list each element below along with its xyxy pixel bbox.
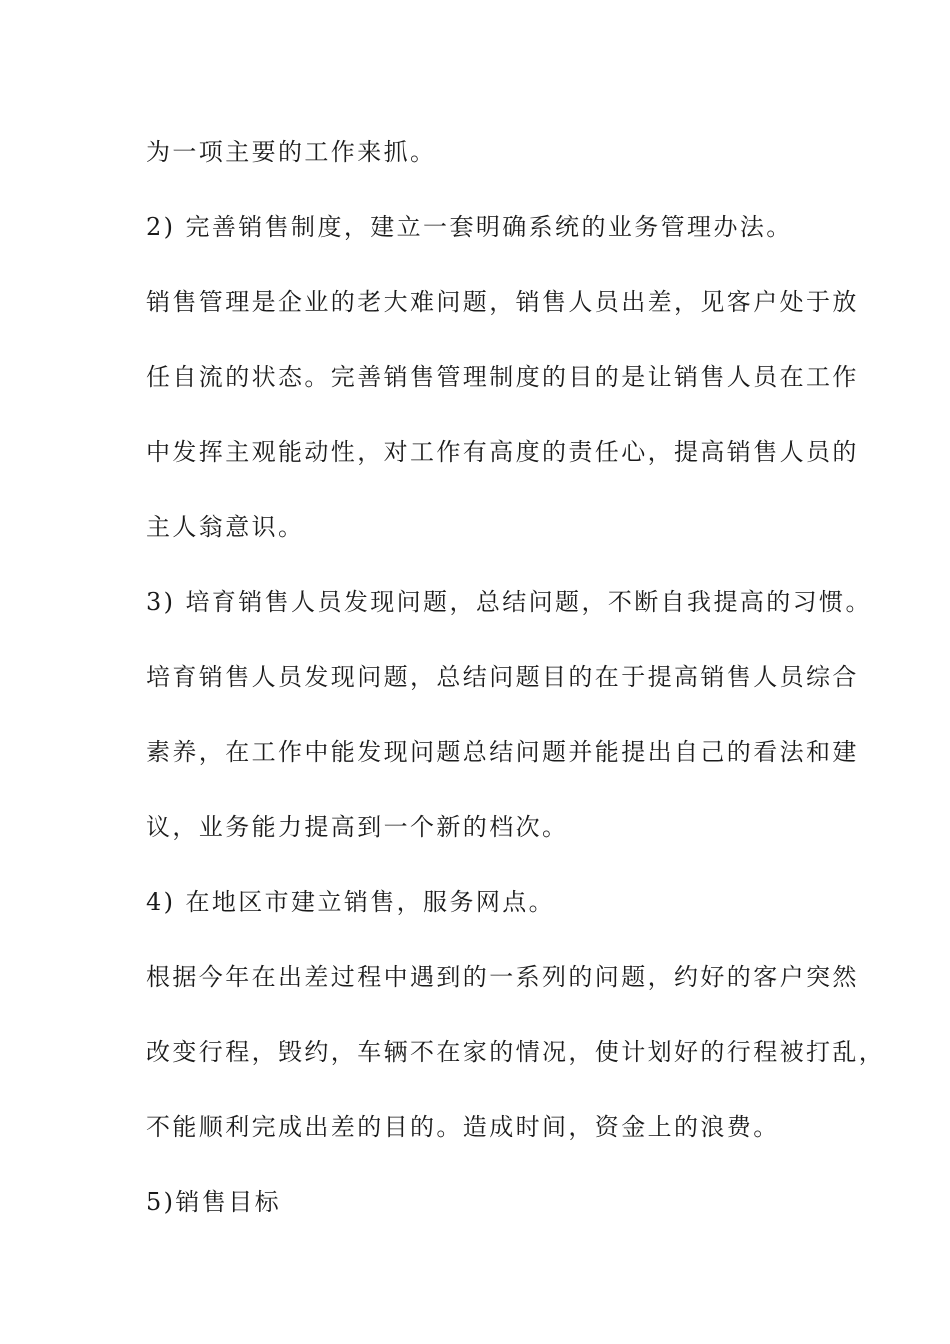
text-line: 主人翁意识。: [146, 513, 305, 541]
text-line: 素养，在工作中能发现问题总结问题并能提出自己的看法和建: [146, 738, 859, 766]
list-item-heading: 3) 培育销售人员发现问题，总结问题，不断自我提高的习惯。: [146, 588, 872, 616]
list-item-heading: 4) 在地区市建立销售，服务网点。: [146, 888, 556, 916]
text-line: 为一项主要的工作来抓。: [146, 138, 437, 166]
text-line: 销售管理是企业的老大难问题，销售人员出差，见客户处于放: [146, 288, 859, 316]
text-line: 中发挥主观能动性，对工作有高度的责任心，提高销售人员的: [146, 438, 859, 466]
list-item-heading: 5)销售目标: [146, 1188, 282, 1216]
list-item-heading: 2) 完善销售制度，建立一套明确系统的业务管理办法。: [146, 213, 793, 241]
text-line: 议，业务能力提高到一个新的档次。: [146, 813, 569, 841]
text-line: 不能顺利完成出差的目的。造成时间，资金上的浪费。: [146, 1113, 780, 1141]
text-line: 任自流的状态。完善销售管理制度的目的是让销售人员在工作: [146, 363, 859, 391]
text-line: 培育销售人员发现问题，总结问题目的在于提高销售人员综合: [146, 663, 859, 691]
text-line: 根据今年在出差过程中遇到的一系列的问题，约好的客户突然: [146, 963, 859, 991]
text-line: 改变行程，毁约，车辆不在家的情况，使计划好的行程被打乱，: [146, 1038, 886, 1066]
